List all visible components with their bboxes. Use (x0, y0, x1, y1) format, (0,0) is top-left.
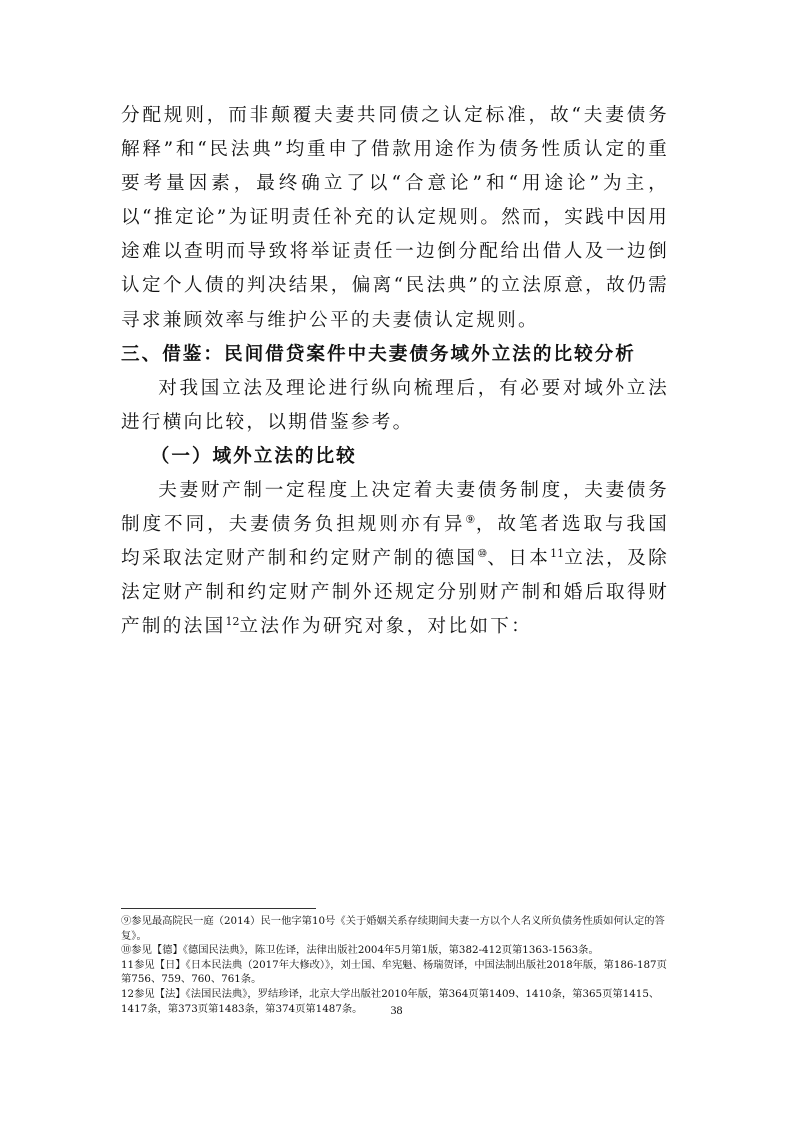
paragraph-intro: 对我国立法及理论进行纵向梳理后，有必要对域外立法进行横向比较，以期借鉴参考。 (121, 377, 669, 433)
footnote-ref-10[interactable]: ⑩ (477, 547, 488, 561)
subsection-heading-1: （一）域外立法的比较 (150, 445, 357, 467)
footnote-divider (121, 908, 316, 909)
section-heading-3: 三、借鉴：民间借贷案件中夫妻债务域外立法的比较分析 (121, 343, 636, 365)
text-run: 立法，及除法定财产制和约定财产制外还规定分别财产制和婚后取得财产制的法国 (121, 548, 669, 638)
text-run: 夫妻财产制一定程度上决定着夫妻债务制度，夫妻债务制度不同，夫妻债务负担规则亦有异 (121, 480, 669, 536)
text-run: 立法作为研究对象，对比如下： (239, 616, 532, 638)
text-run: 、日本 (487, 548, 551, 570)
footnotes (121, 914, 677, 1016)
footnote-11: 11参见【日】《日本民法典（2017年大修改）》，刘士国、牟宪魁、杨瑞贺译，中国法制出版社2018年版，第186-187页第756、759、760、761条。 (121, 958, 667, 986)
page-number: 38 (390, 1003, 403, 1017)
footnote-9: ⑨参见最高院民一庭（2014）民一他字第10号《关于婚姻关系存续期间夫妻一方以个人名义所负债务性质如何认定的答复》。 (121, 915, 665, 942)
paragraph-comparison (121, 474, 669, 644)
text-run: ，故笔者选取与我国均采取法定财产制和约定财产制的德国 (121, 514, 669, 570)
body-text (121, 99, 669, 645)
footnote-10: ⑩参见【德】《德国民法典》，陈卫佐译，法律出版社2004年5月第1版，第382-412页第1363-1563条。 (121, 944, 599, 957)
footnote-12: 12参见【法】《法国民法典》，罗结珍译，北京大学出版社2010年版，第364页第1409、1410条，第365页第1415、1417条，第373页第1483条，第374页第1487条。 (121, 987, 660, 1015)
paragraph-continued: 分配规则，而非颠覆夫妻共同债之认定标准，故“夫妻债务解释”和“民法典”均重申了借款用途作为债务性质认定的重要考量因素，最终确立了以“合意论”和“用途论”为主，以“推定论”为证明责任补充的认定规则。然而，实践中因用途难以查明而导致将举证责任一边倒分配给出借人及一边倒认定个人债的判决结果，偏离“民法典”的立法原意，故仍需寻求兼顾效率与维护公平的夫妻债认定规则。 (121, 105, 669, 331)
footnote-ref-11[interactable]: 11 (550, 547, 565, 561)
footnote-ref-9[interactable]: ⑨ (465, 513, 476, 527)
footnote-ref-12[interactable]: 12 (225, 615, 240, 629)
